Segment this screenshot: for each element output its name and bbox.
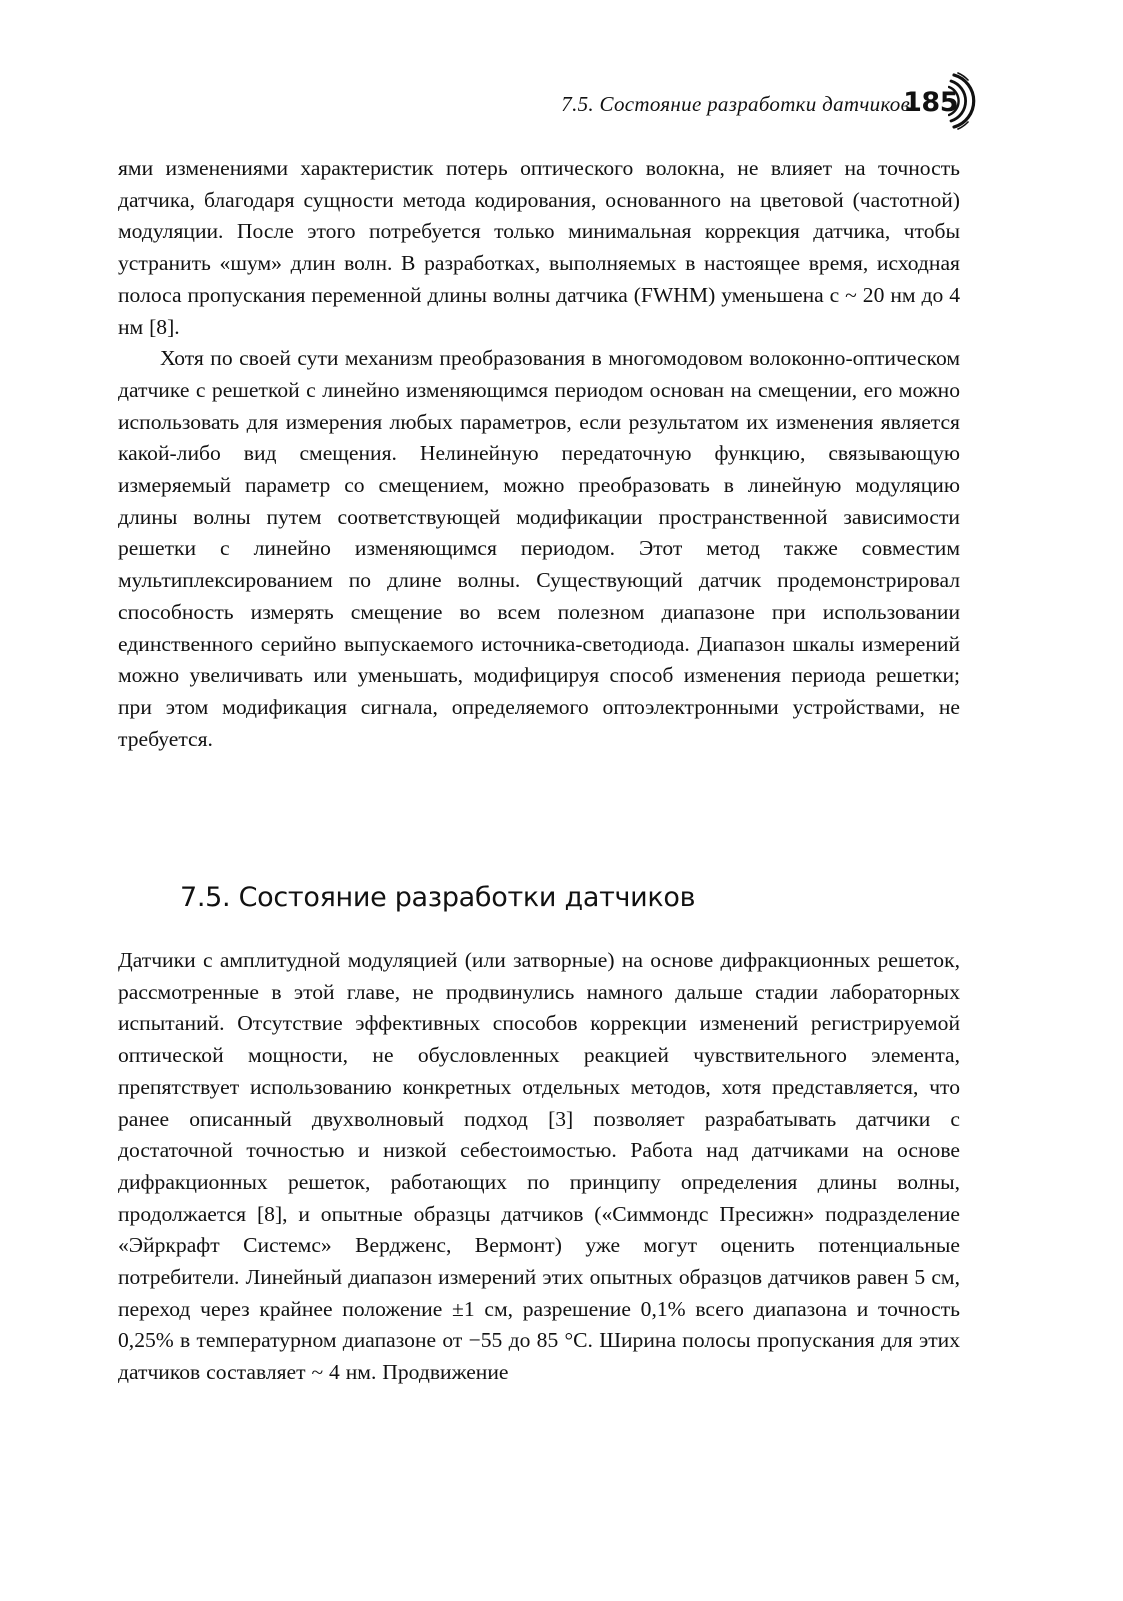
section-heading: 7.5. Состояние разработки датчиков <box>180 882 696 913</box>
paragraph: Датчики с амплитудной модуляцией (или затворные) на основе дифракционных решеток, рассмотренные в этой главе, не продвинулись намного дальше стадии лабораторных испытаний. Отсутствие эффективных способов коррекции изменений регистрируемой оптической мощности, не обусловленных реакцией чувствительного элемента, препятствует использованию конкретных отдельных методов, хотя представляется, что ранее описанный двухволновый подход [3] позволяет разрабатывать датчики с достаточной точностью и низкой себестоимостью. Работа над датчиками на основе дифракционных решеток, работающих по принципу определения длины волны, продолжается [8], и опытные образцы датчиков («Симмондс Пресижн» подразделение «Эйркрафт Системс» Вердженс, Вермонт) уже могут оценить потенциальные потребители. Линейный диапазон измерений этих опытных образцов датчиков равен 5 см, переход через крайнее положение ±1 см, разрешение 0,1% всего диапазона и точность 0,25% в температурном диапазоне от −55 до 85 °С. Ширина полосы пропускания для этих датчиков составляет ~ 4 нм. Продвижение <box>118 948 960 1385</box>
page-number: 185 <box>903 87 958 118</box>
running-header <box>118 82 988 128</box>
page-number-arcs-icon <box>948 72 988 130</box>
paragraph-continued: ями изменениями характеристик потерь оптического волокна, не влияет на точность датчика, благодаря сущности метода кодирования, основанного на цветовой (частотной) модуляции. После этого потребуется только минимальная коррекция датчика, чтобы устранить «шум» длин волн. В разработках, выполняемых в настоящее время, исходная полоса пропускания переменной длины волны датчика (FWHM) уменьшена с ~ 20 нм до 4 нм [8]. <box>118 156 960 339</box>
body-text-block-1 <box>118 153 960 755</box>
body-text-block-2 <box>118 945 960 1389</box>
paragraph: Хотя по своей сути механизм преобразования в многомодовом волоконно-оптическом датчике с решеткой с линейно изменяющимся периодом основан на смещении, его можно использовать для измерения любых параметров, если результатом их изменения является какой-либо вид смещения. Нелинейную передаточную функцию, связывающую измеряемый параметр со смещением, можно преобразовать в линейную модуляцию длины волны путем соответствующей модификации пространственной зависимости решетки с линейно изменяющимся периодом. Этот метод также совместим мультиплексированием по длине волны. Существующий датчик продемонстрировал способность измерять смещение во всем полезном диапазоне при использовании единственного серийно выпускаемого источника-светодиода. Диапазон шкалы измерений можно увеличивать или уменьшать, модифицируя способ изменения периода решетки; при этом модификация сигнала, определяемого оптоэлектронными устройствами, не требуется. <box>118 346 960 751</box>
running-title: 7.5. Состояние разработки датчиков <box>561 92 910 116</box>
